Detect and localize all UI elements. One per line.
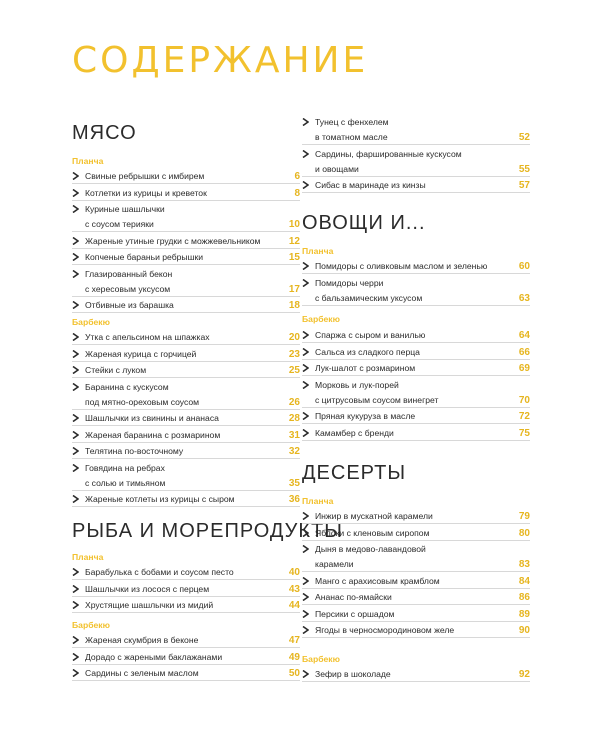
toc-entry-page: 20 xyxy=(288,332,300,343)
toc-entry-page: 52 xyxy=(518,132,530,143)
toc-entry-title: Яблоки с кленовым сиропом xyxy=(315,527,430,538)
toc-entry-page: 26 xyxy=(288,396,300,408)
toc-entry[interactable] xyxy=(72,168,300,184)
chevron-right-icon xyxy=(302,670,309,678)
chevron-right-icon xyxy=(302,262,309,270)
toc-entry-page: 12 xyxy=(288,235,300,247)
toc-entry[interactable] xyxy=(302,114,530,145)
toc-entry-title: Сардины с зеленым маслом xyxy=(85,668,199,678)
chevron-right-icon xyxy=(72,585,79,593)
toc-entry-page: 49 xyxy=(288,651,300,663)
subsection-label-veg-grill: Планча xyxy=(302,246,334,256)
subsection-label-meat-bbq: Барбекю xyxy=(72,317,110,327)
chevron-right-icon xyxy=(302,429,309,437)
toc-entry-page: 47 xyxy=(288,635,300,646)
toc-entry-page: 17 xyxy=(288,283,300,295)
subsection-label-meat-grill: Планча xyxy=(72,156,104,166)
chevron-right-icon xyxy=(302,545,309,553)
chevron-right-icon xyxy=(302,529,309,537)
toc-entry[interactable] xyxy=(302,606,530,622)
toc-entry-page: 36 xyxy=(288,494,300,505)
toc-entry[interactable] xyxy=(302,525,530,541)
toc-entry-page: 63 xyxy=(518,292,530,304)
chevron-right-icon xyxy=(302,381,309,389)
toc-entry-title: Жареные котлеты из курицы с сыром xyxy=(85,494,235,504)
divider xyxy=(302,192,530,193)
chevron-right-icon xyxy=(72,383,79,391)
toc-entry-title: Шашлычки из лосося с перцем xyxy=(85,583,210,594)
toc-entry-page: 69 xyxy=(518,363,530,374)
chevron-right-icon xyxy=(302,331,309,339)
toc-entry-title-line2: с бальзамическим уксусом xyxy=(315,292,423,303)
toc-entry-title: Жареная баранина с розмарином xyxy=(85,429,221,440)
chevron-right-icon xyxy=(72,366,79,374)
toc-entry[interactable] xyxy=(72,201,300,232)
toc-entry-page: 86 xyxy=(518,592,530,603)
toc-entry-page: 90 xyxy=(518,625,530,636)
toc-entry[interactable] xyxy=(72,564,300,580)
chevron-right-icon xyxy=(72,333,79,341)
divider xyxy=(302,440,530,441)
chevron-right-icon xyxy=(72,301,79,309)
subsection-label-veg-bbq: Барбекю xyxy=(302,314,340,324)
toc-entry-title: Камамбер с бренди xyxy=(315,427,394,438)
chevron-right-icon xyxy=(302,577,309,585)
toc-entry[interactable] xyxy=(72,649,300,665)
chevron-right-icon xyxy=(72,495,79,503)
chevron-right-icon xyxy=(302,348,309,356)
chevron-right-icon xyxy=(72,253,79,261)
toc-entry[interactable] xyxy=(72,329,300,345)
toc-entry[interactable] xyxy=(72,665,300,681)
toc-entry-title xyxy=(85,461,263,491)
toc-entry[interactable] xyxy=(302,360,530,376)
chevron-right-icon xyxy=(72,653,79,661)
toc-entry-page: 10 xyxy=(288,219,300,230)
toc-entry[interactable] xyxy=(302,177,530,193)
toc-entry[interactable] xyxy=(302,275,530,306)
toc-entry-title xyxy=(85,267,263,297)
chevron-right-icon xyxy=(72,568,79,576)
toc-entry[interactable] xyxy=(72,410,300,426)
toc-entry-page: 66 xyxy=(518,346,530,358)
toc-entry-title: Жареная курица с горчицей xyxy=(85,348,197,359)
toc-entry-page: 15 xyxy=(288,252,300,263)
toc-entry-title-line2: под мятно-ореховым соусом xyxy=(85,396,200,407)
chevron-right-icon xyxy=(72,172,79,180)
toc-entry[interactable] xyxy=(302,425,530,441)
toc-entry-title: Телятина по-восточному xyxy=(85,446,184,456)
toc-entry-title-line2: с солью и тимьяном xyxy=(85,477,166,488)
toc-entry[interactable] xyxy=(72,443,300,459)
chevron-right-icon xyxy=(302,181,309,189)
toc-entry[interactable] xyxy=(302,573,530,589)
toc-entry[interactable] xyxy=(302,327,530,343)
toc-entry[interactable] xyxy=(302,622,530,638)
toc-entry-title: Шашлычки из свинины и ананаса xyxy=(85,413,219,423)
toc-entry-page: 84 xyxy=(518,575,530,587)
toc-entry-page: 55 xyxy=(518,163,530,175)
divider xyxy=(302,305,530,306)
toc-entry[interactable] xyxy=(72,185,300,201)
toc-entry-title-line2: с хересовым уксусом xyxy=(85,283,171,294)
chevron-right-icon xyxy=(302,279,309,287)
toc-entry-title: Зефир в шоколаде xyxy=(315,669,391,679)
subsection-label-fish-grill: Планча xyxy=(72,552,104,562)
chevron-right-icon xyxy=(72,237,79,245)
toc-entry-page: 8 xyxy=(294,187,300,199)
section-title-desserts: ДЕСЕРТЫ xyxy=(302,462,407,484)
divider xyxy=(72,312,300,313)
toc-entry-page: 43 xyxy=(288,583,300,595)
toc-entry-title: Барабулька с бобами и соусом песто xyxy=(85,567,234,577)
subsection-label-dessert-grill: Планча xyxy=(302,496,334,506)
toc-entry[interactable] xyxy=(72,266,300,297)
section-title-fish: РЫБА И МОРЕПРОДУКТЫ xyxy=(72,520,343,542)
chevron-right-icon xyxy=(72,636,79,644)
toc-entry-title-line1: Говядина на ребрах xyxy=(85,462,165,473)
divider xyxy=(72,506,300,507)
chevron-right-icon xyxy=(72,350,79,358)
toc-entry[interactable] xyxy=(72,597,300,613)
toc-entry-page: 83 xyxy=(518,559,530,570)
toc-entry-page: 40 xyxy=(288,567,300,578)
toc-entry-title: Пряная кукуруза в масле xyxy=(315,411,416,421)
toc-entry-page: 60 xyxy=(518,261,530,272)
divider xyxy=(302,681,530,682)
toc-entry-title: Свиные ребрышки с имбирем xyxy=(85,171,205,181)
toc-entry-title xyxy=(315,542,493,572)
toc-entry-title: Жареная скумбрия в беконе xyxy=(85,635,199,645)
toc-entry-page: 44 xyxy=(288,600,300,611)
toc-entry[interactable] xyxy=(302,589,530,605)
chevron-right-icon xyxy=(302,626,309,634)
toc-entry-title: Сибас в маринаде из кинзы xyxy=(315,180,426,190)
toc-entry-page: 23 xyxy=(288,348,300,360)
section-title-meat: МЯСО xyxy=(72,122,137,144)
toc-entry-title xyxy=(315,276,493,306)
toc-entry-title-line1: Баранина с кускусом xyxy=(85,381,169,392)
toc-entry-title: Хрустящие шашлычки из мидий xyxy=(85,600,214,610)
divider xyxy=(72,612,300,613)
chevron-right-icon xyxy=(72,431,79,439)
toc-entry-page: 79 xyxy=(518,511,530,522)
toc-entry-title: Ягоды в черносмородиновом желе xyxy=(315,625,455,635)
chevron-right-icon xyxy=(72,601,79,609)
toc-entry[interactable] xyxy=(72,379,300,410)
chevron-right-icon xyxy=(302,610,309,618)
toc-entry-title-line1: Дыня в медово-лавандовой xyxy=(315,544,426,554)
toc-entry[interactable] xyxy=(72,460,300,491)
toc-entry[interactable] xyxy=(72,581,300,597)
toc-entry-title: Манго с арахисовым крамблом xyxy=(315,575,440,586)
toc-entry-page: 89 xyxy=(518,608,530,620)
toc-entry-title: Котлетки из курицы и креветок xyxy=(85,187,207,198)
toc-entry[interactable] xyxy=(302,666,530,682)
toc-entry-title-line2: с цитрусовым соусом винегрет xyxy=(315,394,439,405)
toc-entry[interactable] xyxy=(302,146,530,177)
chevron-right-icon xyxy=(302,118,309,126)
chevron-right-icon xyxy=(72,464,79,472)
toc-entry[interactable] xyxy=(302,377,530,408)
toc-entry[interactable] xyxy=(72,632,300,648)
toc-entry-page: 6 xyxy=(294,171,300,182)
toc-entry-title: Копченые бараньи ребрышки xyxy=(85,252,204,262)
toc-entry-title: Спаржа с сыром и ванилью xyxy=(315,330,426,340)
toc-entry-page: 50 xyxy=(288,668,300,679)
toc-entry-title: Дорадо с жареными баклажанами xyxy=(85,651,223,662)
toc-entry[interactable] xyxy=(72,249,300,265)
toc-entry-title: Жареные утиные грудки с можжевельником xyxy=(85,235,261,246)
toc-entry-title: Инжир в мускатной карамели xyxy=(315,511,433,521)
toc-entry-page: 92 xyxy=(518,669,530,680)
toc-entry-title: Утка с апельсином на шпажках xyxy=(85,332,210,342)
chevron-right-icon xyxy=(302,593,309,601)
toc-entry-title: Сальса из сладкого перца xyxy=(315,346,420,357)
toc-entry-title: Ананас по-ямайски xyxy=(315,592,392,602)
toc-entry-page: 70 xyxy=(518,394,530,406)
toc-entry-title xyxy=(315,147,493,177)
chevron-right-icon xyxy=(302,412,309,420)
toc-entry[interactable] xyxy=(302,408,530,424)
chevron-right-icon xyxy=(72,669,79,677)
toc-entry[interactable] xyxy=(72,346,300,362)
toc-entry[interactable] xyxy=(302,541,530,572)
toc-entry[interactable] xyxy=(302,258,530,274)
toc-entry[interactable] xyxy=(72,491,300,507)
toc-entry[interactable] xyxy=(72,297,300,313)
chevron-right-icon xyxy=(72,189,79,197)
chevron-right-icon xyxy=(72,447,79,455)
toc-entry-title-line1: Сардины, фаршированные кускусом xyxy=(315,148,462,159)
toc-entry-title-line2: и овощами xyxy=(315,163,359,174)
chevron-right-icon xyxy=(72,270,79,278)
subsection-label-dessert-bbq: Барбекю xyxy=(302,654,340,664)
toc-entry-title: Персики с оршадом xyxy=(315,608,395,619)
chevron-right-icon xyxy=(72,205,79,213)
toc-entry-page: 57 xyxy=(518,180,530,191)
toc-entry-page: 18 xyxy=(288,300,300,311)
toc-entry-title: Помидоры с оливковым маслом и зеленью xyxy=(315,261,488,271)
toc-entry-title-line1: Помидоры черри xyxy=(315,277,384,288)
toc-entry-title xyxy=(85,202,263,232)
toc-entry-page: 35 xyxy=(288,477,300,489)
toc-entry-page: 28 xyxy=(288,413,300,424)
toc-entry[interactable] xyxy=(72,233,300,249)
chevron-right-icon xyxy=(302,512,309,520)
toc-entry[interactable] xyxy=(302,508,530,524)
toc-entry-page: 80 xyxy=(518,527,530,539)
toc-entry-page: 64 xyxy=(518,330,530,341)
toc-entry-title xyxy=(315,378,493,408)
toc-entry-title: Лук-шалот с розмарином xyxy=(315,363,416,373)
toc-entry-page: 75 xyxy=(518,427,530,439)
subsection-label-fish-bbq: Барбекю xyxy=(72,620,110,630)
section-title-vegetables: ОВОЩИ И... xyxy=(302,212,426,234)
toc-entry-title-line1: Тунец с фенхелем xyxy=(315,117,389,127)
toc-entry-title xyxy=(315,115,493,145)
toc-entry-title-line1: Морковь и лук-порей xyxy=(315,379,399,390)
toc-entry-title xyxy=(85,380,263,410)
chevron-right-icon xyxy=(72,414,79,422)
toc-entry[interactable] xyxy=(72,427,300,443)
divider xyxy=(302,637,530,638)
toc-entry-title: Стейки с луком xyxy=(85,365,147,375)
toc-entry-page: 25 xyxy=(288,365,300,376)
divider xyxy=(72,680,300,681)
toc-entry[interactable] xyxy=(72,362,300,378)
toc-entry-title-line2: с соусом терияки xyxy=(85,219,154,229)
toc-entry-page: 32 xyxy=(288,446,300,457)
toc-entry-title-line1: Куриные шашлычки xyxy=(85,204,165,214)
toc-entry-title-line2: в томатном масле xyxy=(315,132,388,142)
page-title: СОДЕРЖАНИЕ xyxy=(72,40,369,81)
toc-entry[interactable] xyxy=(302,344,530,360)
toc-entry-page: 31 xyxy=(288,429,300,441)
toc-entry-title-line1: Глазированный бекон xyxy=(85,268,173,279)
chevron-right-icon xyxy=(302,364,309,372)
toc-entry-title-line2: карамели xyxy=(315,559,354,569)
toc-entry-page: 72 xyxy=(518,411,530,422)
chevron-right-icon xyxy=(302,150,309,158)
toc-entry-title: Отбивные из барашка xyxy=(85,300,174,310)
